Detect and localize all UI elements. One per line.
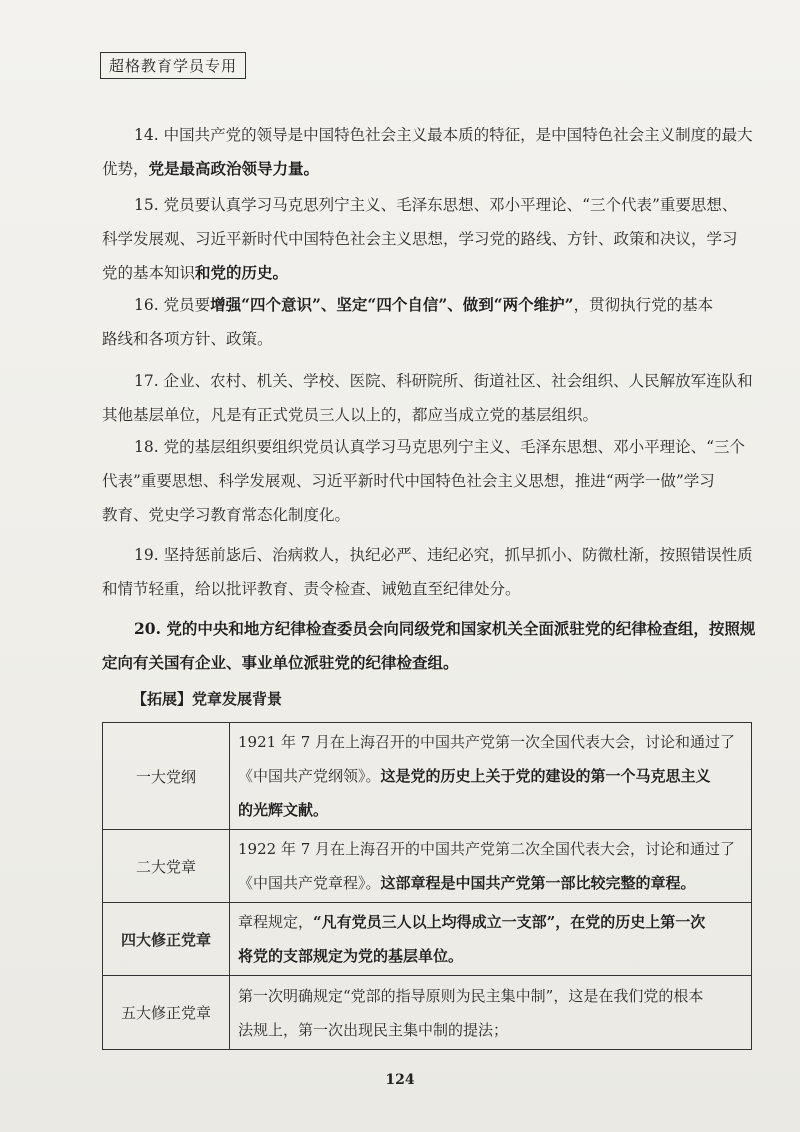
item-text: 18. 党的基层组织要组织党员认真学习马克思列宁主义、毛泽东思想、邓小平理论、“三个 bbox=[134, 438, 746, 456]
table-row bbox=[103, 976, 752, 1050]
item-text: 定向有关国有企业、事业单位派驻党的纪律检查组。 bbox=[102, 653, 459, 672]
header-badge: 超格教育学员专用 bbox=[100, 52, 246, 79]
list-item bbox=[102, 612, 756, 680]
table-row bbox=[103, 723, 752, 830]
row-label: 一大党纲 bbox=[103, 723, 230, 830]
item-text: 教育、党史学习教育常态化制度化。 bbox=[102, 506, 351, 524]
table-row bbox=[103, 903, 752, 976]
table-row bbox=[103, 830, 752, 903]
item-text: 代表”重要思想、科学发展观、习近平新时代中国特色社会主义思想，推进“两学一做”学习 bbox=[102, 472, 715, 490]
item-text-line: 党的基本知识和党的历史。 bbox=[102, 263, 289, 282]
item-text: 其他基层单位，凡是有正式党员三人以上的，都应当成立党的基层组织。 bbox=[102, 406, 599, 424]
item-text: 14. 中国共产党的领导是中国特色社会主义最本质的特征，是中国特色社会主义制度的最大 bbox=[134, 126, 753, 144]
item-text: 19. 坚持惩前毖后、治病救人，执纪必严、违纪必究，抓早抓小、防微杜渐，按照错误性质 bbox=[134, 546, 753, 564]
item-text-line: 优势，党是最高政治领导力量。 bbox=[102, 159, 320, 178]
item-text: 17. 企业、农村、机关、学校、医院、科研院所、街道社区、社会组织、人民解放军连队和 bbox=[134, 372, 753, 390]
row-content: 1922 年 7 月在上海召开的中国共产党第二次全国代表大会，讨论和通过了 《中国共产党章程》。这部章程是中国共产党第一部比较完整的章程。 bbox=[230, 830, 752, 903]
charter-background-table bbox=[102, 722, 752, 1050]
item-text: 20. 党的中央和地方纪律检查委员会向同级党和国家机关全面派驻党的纪律检查组，按照规 bbox=[134, 619, 756, 638]
row-content: 第一次明确规定“党部的指导原则为民主集中制”，这是在我们党的根本 法规上，第一次出现民主集中制的提法； bbox=[230, 976, 752, 1050]
item-text: 路线和各项方针、政策。 bbox=[102, 330, 273, 348]
extension-title: 【拓展】党章发展背景 bbox=[132, 690, 283, 708]
row-label: 二大党章 bbox=[103, 830, 230, 903]
item-text: 科学发展观、习近平新时代中国特色社会主义思想，学习党的路线、方针、政策和决议，学习 bbox=[102, 230, 738, 248]
row-label: 四大修正党章 bbox=[103, 903, 230, 976]
list-item bbox=[102, 364, 752, 432]
page-number: 124 bbox=[385, 1072, 415, 1088]
list-item bbox=[102, 188, 752, 290]
list-item bbox=[102, 118, 752, 186]
item-text-line: 16. 党员要增强“四个意识”、坚定“四个自信”、做到“两个维护”，贯彻执行党的基本 bbox=[134, 295, 714, 314]
row-content: 1921 年 7 月在上海召开的中国共产党第一次全国代表大会，讨论和通过了 《中国共产党纲领》。这是党的历史上关于党的建设的第一个马克思主义 的光辉文献。 bbox=[230, 723, 752, 830]
item-text: 15. 党员要认真学习马克思列宁主义、毛泽东思想、邓小平理论、“三个代表”重要思想、 bbox=[134, 196, 738, 214]
list-item bbox=[102, 288, 752, 356]
row-content: 章程规定，“凡有党员三人以上均得成立一支部”，在党的历史上第一次 将党的支部规定为党的基层单位。 bbox=[230, 903, 752, 976]
item-text: 和情节轻重，给以批评教育、责令检查、诫勉直至纪律处分。 bbox=[102, 580, 521, 598]
list-item bbox=[102, 538, 752, 606]
row-label: 五大修正党章 bbox=[103, 976, 230, 1050]
list-item bbox=[102, 430, 752, 532]
